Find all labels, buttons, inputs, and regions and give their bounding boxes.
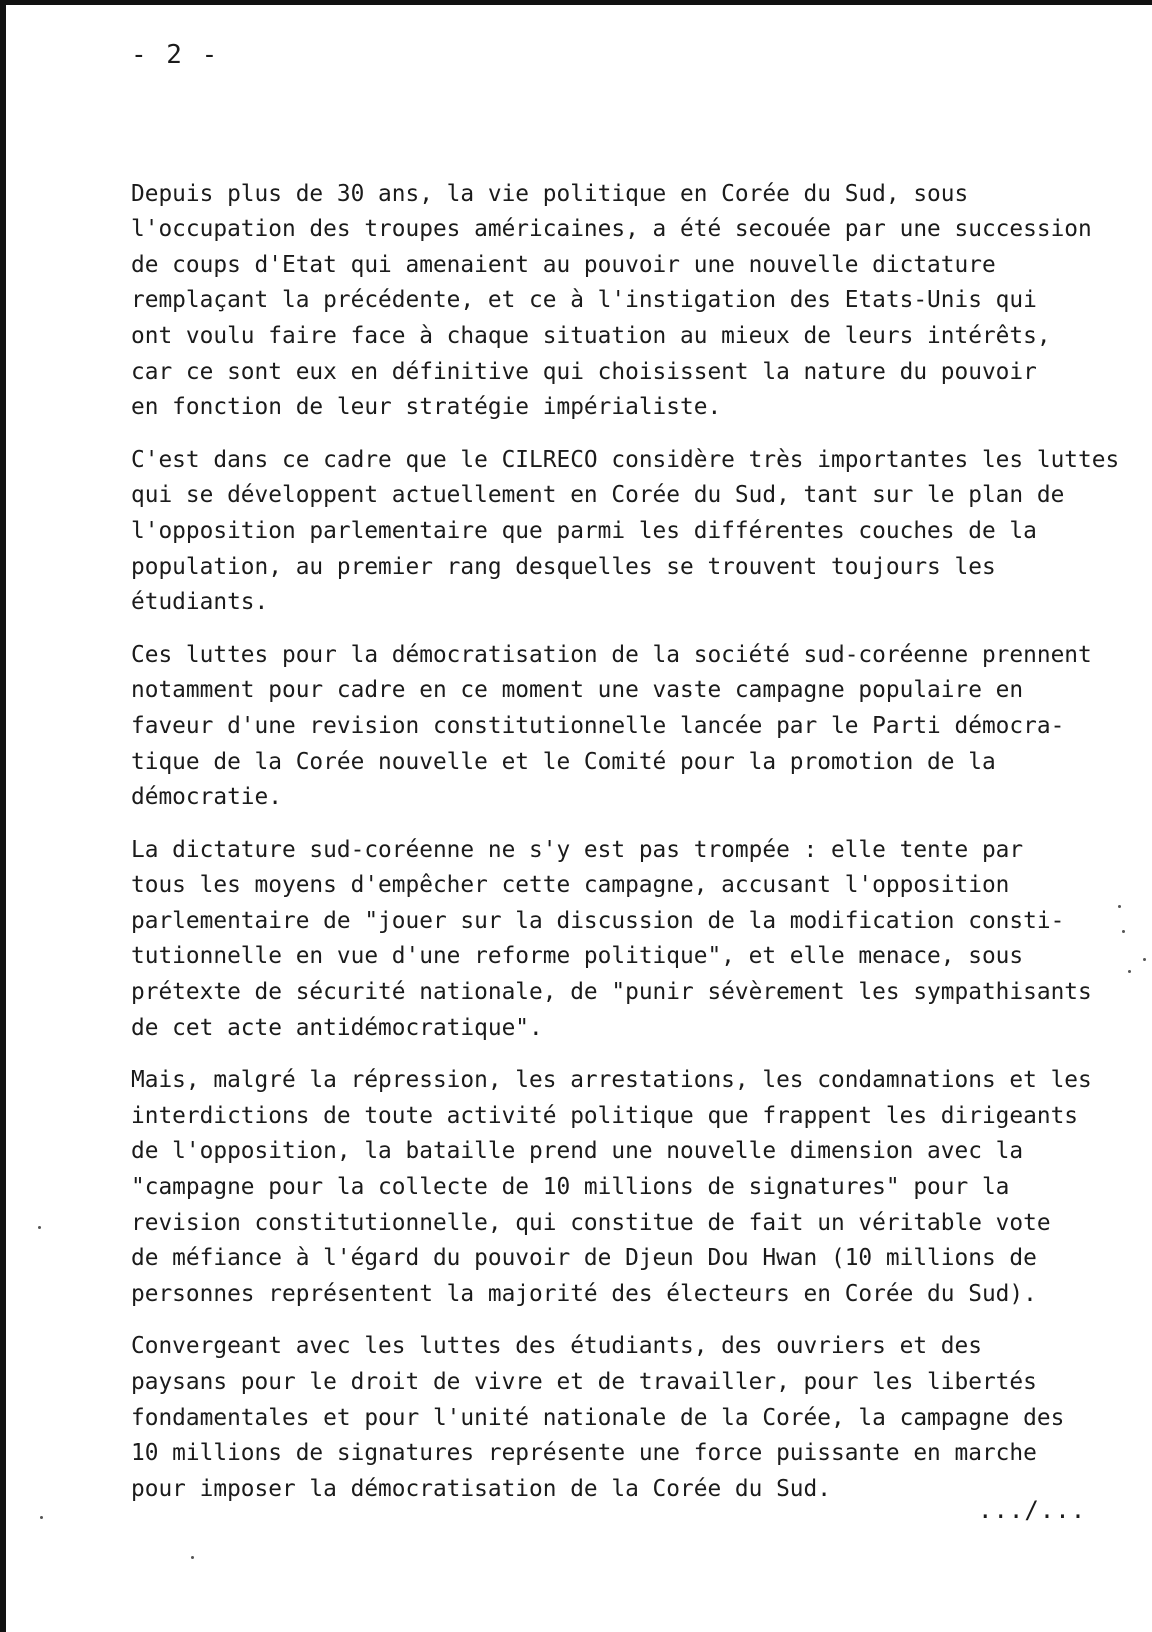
text-line: Depuis plus de 30 ans, la vie politique en Corée du Sud, sous xyxy=(131,180,969,207)
paragraph-2 xyxy=(131,443,1131,621)
scan-speck xyxy=(1118,905,1121,908)
text-line: remplaçant la précédente, et ce à l'instigation des Etats-Unis qui xyxy=(131,287,1037,314)
scan-speck xyxy=(40,1516,43,1519)
text-line: 10 millions de signatures représente une force puissante en marche xyxy=(131,1440,1037,1467)
text-line: Convergeant avec les luttes des étudiants, des ouvriers et des xyxy=(131,1333,982,1360)
text-line: tique de la Corée nouvelle et le Comité pour la promotion de la xyxy=(131,748,996,775)
text-line: faveur d'une revision constitutionnelle lancée par le Parti démocra- xyxy=(131,712,1065,739)
paragraph-6 xyxy=(131,1329,1131,1507)
paragraph-3 xyxy=(131,638,1131,816)
scan-speck xyxy=(1122,930,1125,933)
page-number: - 2 - xyxy=(131,40,220,70)
text-line: de méfiance à l'égard du pouvoir de Djeun Dou Hwan (10 millions de xyxy=(131,1245,1037,1272)
text-line: C'est dans ce cadre que le CILRECO considère très importantes les luttes xyxy=(131,446,1120,473)
scan-speck xyxy=(191,1556,194,1559)
text-line: démocratie. xyxy=(131,784,282,811)
scan-speck xyxy=(1128,970,1131,973)
text-line: de cet acte antidémocratique". xyxy=(131,1014,543,1041)
text-line: car ce sont eux en définitive qui choisissent la nature du pouvoir xyxy=(131,358,1037,385)
text-line: pour imposer la démocratisation de la Corée du Sud. xyxy=(131,1475,831,1502)
text-line: prétexte de sécurité nationale, de "punir sévèrement les sympathisants xyxy=(131,979,1092,1006)
text-line: interdictions de toute activité politique que frappent les dirigeants xyxy=(131,1102,1079,1129)
text-line: qui se développent actuellement en Corée du Sud, tant sur le plan de xyxy=(131,482,1065,509)
text-line: ont voulu faire face à chaque situation au mieux de leurs intérêts, xyxy=(131,322,1051,349)
scan-speck xyxy=(1143,958,1146,961)
left-border-line xyxy=(0,0,6,1632)
text-line: population, au premier rang desquelles se trouvent toujours les xyxy=(131,553,996,580)
text-line: "campagne pour la collecte de 10 millions de signatures" pour la xyxy=(131,1174,1010,1201)
text-line: Mais, malgré la répression, les arrestations, les condamnations et les xyxy=(131,1067,1092,1094)
paragraph-1 xyxy=(131,141,1131,426)
top-border-line xyxy=(6,0,1152,5)
text-line: Ces luttes pour la démocratisation de la société sud-coréenne prennent xyxy=(131,641,1092,668)
text-line: fondamentales et pour l'unité nationale de la Corée, la campagne des xyxy=(131,1404,1065,1431)
text-line: l'opposition parlementaire que parmi les différentes couches de la xyxy=(131,517,1037,544)
continuation-marker: .../... xyxy=(978,1496,1087,1524)
scan-speck xyxy=(38,1226,41,1229)
text-line: La dictature sud-coréenne ne s'y est pas trompée : elle tente par xyxy=(131,836,1024,863)
text-line: personnes représentent la majorité des électeurs en Corée du Sud). xyxy=(131,1280,1037,1307)
text-line: de coups d'Etat qui amenaient au pouvoir une nouvelle dictature xyxy=(131,251,996,278)
text-line: revision constitutionnelle, qui constitue de fait un véritable vote xyxy=(131,1209,1051,1236)
text-line: parlementaire de "jouer sur la discussion de la modification consti- xyxy=(131,907,1065,934)
text-line: étudiants. xyxy=(131,589,269,616)
text-line: l'occupation des troupes américaines, a été secouée par une succession xyxy=(131,216,1092,243)
text-line: paysans pour le droit de vivre et de travailler, pour les libertés xyxy=(131,1369,1037,1395)
document-body xyxy=(131,141,1131,1524)
text-line: tutionnelle en vue d'une reforme politique", et elle menace, sous xyxy=(131,943,1024,970)
paragraph-5 xyxy=(131,1063,1131,1312)
paragraph-4 xyxy=(131,833,1131,1047)
text-line: de l'opposition, la bataille prend une nouvelle dimension avec la xyxy=(131,1138,1024,1165)
text-line: en fonction de leur stratégie impérialiste. xyxy=(131,394,722,421)
text-line: notamment pour cadre en ce moment une vaste campagne populaire en xyxy=(131,677,1024,704)
text-line: tous les moyens d'empêcher cette campagne, accusant l'opposition xyxy=(131,872,1010,899)
